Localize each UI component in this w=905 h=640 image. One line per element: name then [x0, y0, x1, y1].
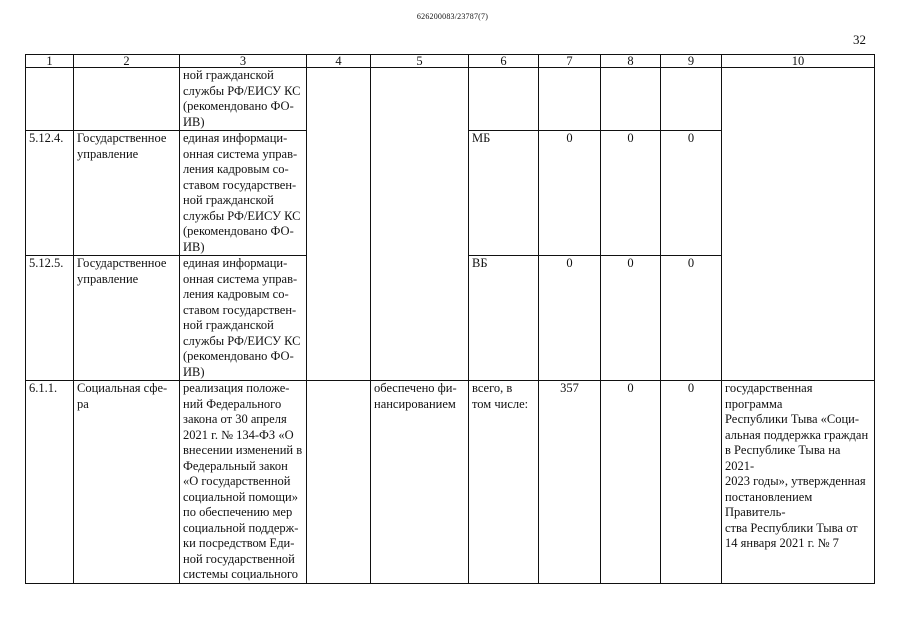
cell-description: единая информаци- онная система управ- ления кадровым со- ставом государствен- ной гражданской службы РФ/ЕИСУ КС (рекомендовано ФО- ИВ): [180, 256, 307, 381]
cell-description: ной гражданской службы РФ/ЕИСУ КС (рекомендовано ФО- ИВ): [180, 68, 307, 131]
column-header-2: 2: [74, 55, 180, 68]
document-id: 626200083/23787(7): [416, 12, 489, 21]
cell-value: 0: [539, 131, 601, 256]
table-row: [26, 131, 875, 256]
cell: [74, 68, 180, 131]
column-header-1: 1: [26, 55, 74, 68]
column-header-4: 4: [307, 55, 371, 68]
cell-value: 0: [601, 381, 661, 584]
cell-description: единая информаци- онная система управ- ления кадровым со- ставом государствен- ной гражданской службы РФ/ЕИСУ КС (рекомендовано ФО- ИВ): [180, 131, 307, 256]
cell: [722, 256, 875, 381]
cell: [307, 68, 371, 131]
cell: [26, 68, 74, 131]
cell-program: государственная программа Республики Тыва «Соци- альная поддержка граждан в Республике Тыва на 2021- 2023 годы», утвержденная постановлением Правитель- ства Республики Тыва от 14 января 2021 г. № 7: [722, 381, 875, 584]
program-table: [25, 54, 875, 584]
cell-sphere: Государственное управление: [74, 256, 180, 381]
cell-value: 0: [661, 256, 722, 381]
page-number: 32: [853, 32, 866, 47]
cell-value: 0: [661, 131, 722, 256]
cell: [371, 131, 469, 256]
table-row: [26, 381, 875, 584]
cell: [371, 256, 469, 381]
cell-description: реализация положе- ний Федерального закона от 30 апреля 2021 г. № 134-ФЗ «О внесении изменений в Федеральный закон «О государственной социальной помощи» по обеспечению мер социальной поддерж- ки посредством Еди- ной государственной системы социального: [180, 381, 307, 584]
cell: [661, 68, 722, 131]
cell-result: обеспечено фи- нансированием: [371, 381, 469, 584]
column-header-7: 7: [539, 55, 601, 68]
table-row: [26, 256, 875, 381]
table-row: [26, 68, 875, 131]
column-header-9: 9: [661, 55, 722, 68]
cell: [722, 68, 875, 131]
cell-number: 5.12.5.: [26, 256, 74, 381]
column-number-row: [26, 55, 875, 68]
cell-number: 5.12.4.: [26, 131, 74, 256]
cell-sphere: Государственное управление: [74, 131, 180, 256]
cell: [307, 131, 371, 256]
cell-source: МБ: [469, 131, 539, 256]
column-header-6: 6: [469, 55, 539, 68]
cell: [307, 381, 371, 584]
column-header-5: 5: [371, 55, 469, 68]
cell: [469, 68, 539, 131]
cell: [307, 256, 371, 381]
column-header-8: 8: [601, 55, 661, 68]
cell-source: ВБ: [469, 256, 539, 381]
cell-value: 0: [539, 256, 601, 381]
cell: [539, 68, 601, 131]
cell: [601, 68, 661, 131]
cell-value: 0: [661, 381, 722, 584]
cell-source: всего, в том числе:: [469, 381, 539, 584]
cell-number: 6.1.1.: [26, 381, 74, 584]
column-header-10: 10: [722, 55, 875, 68]
cell: [371, 68, 469, 131]
cell-value: 357: [539, 381, 601, 584]
cell-value: 0: [601, 131, 661, 256]
cell-sphere: Социальная сфе- ра: [74, 381, 180, 584]
cell: [722, 131, 875, 256]
column-header-3: 3: [180, 55, 307, 68]
cell-value: 0: [601, 256, 661, 381]
